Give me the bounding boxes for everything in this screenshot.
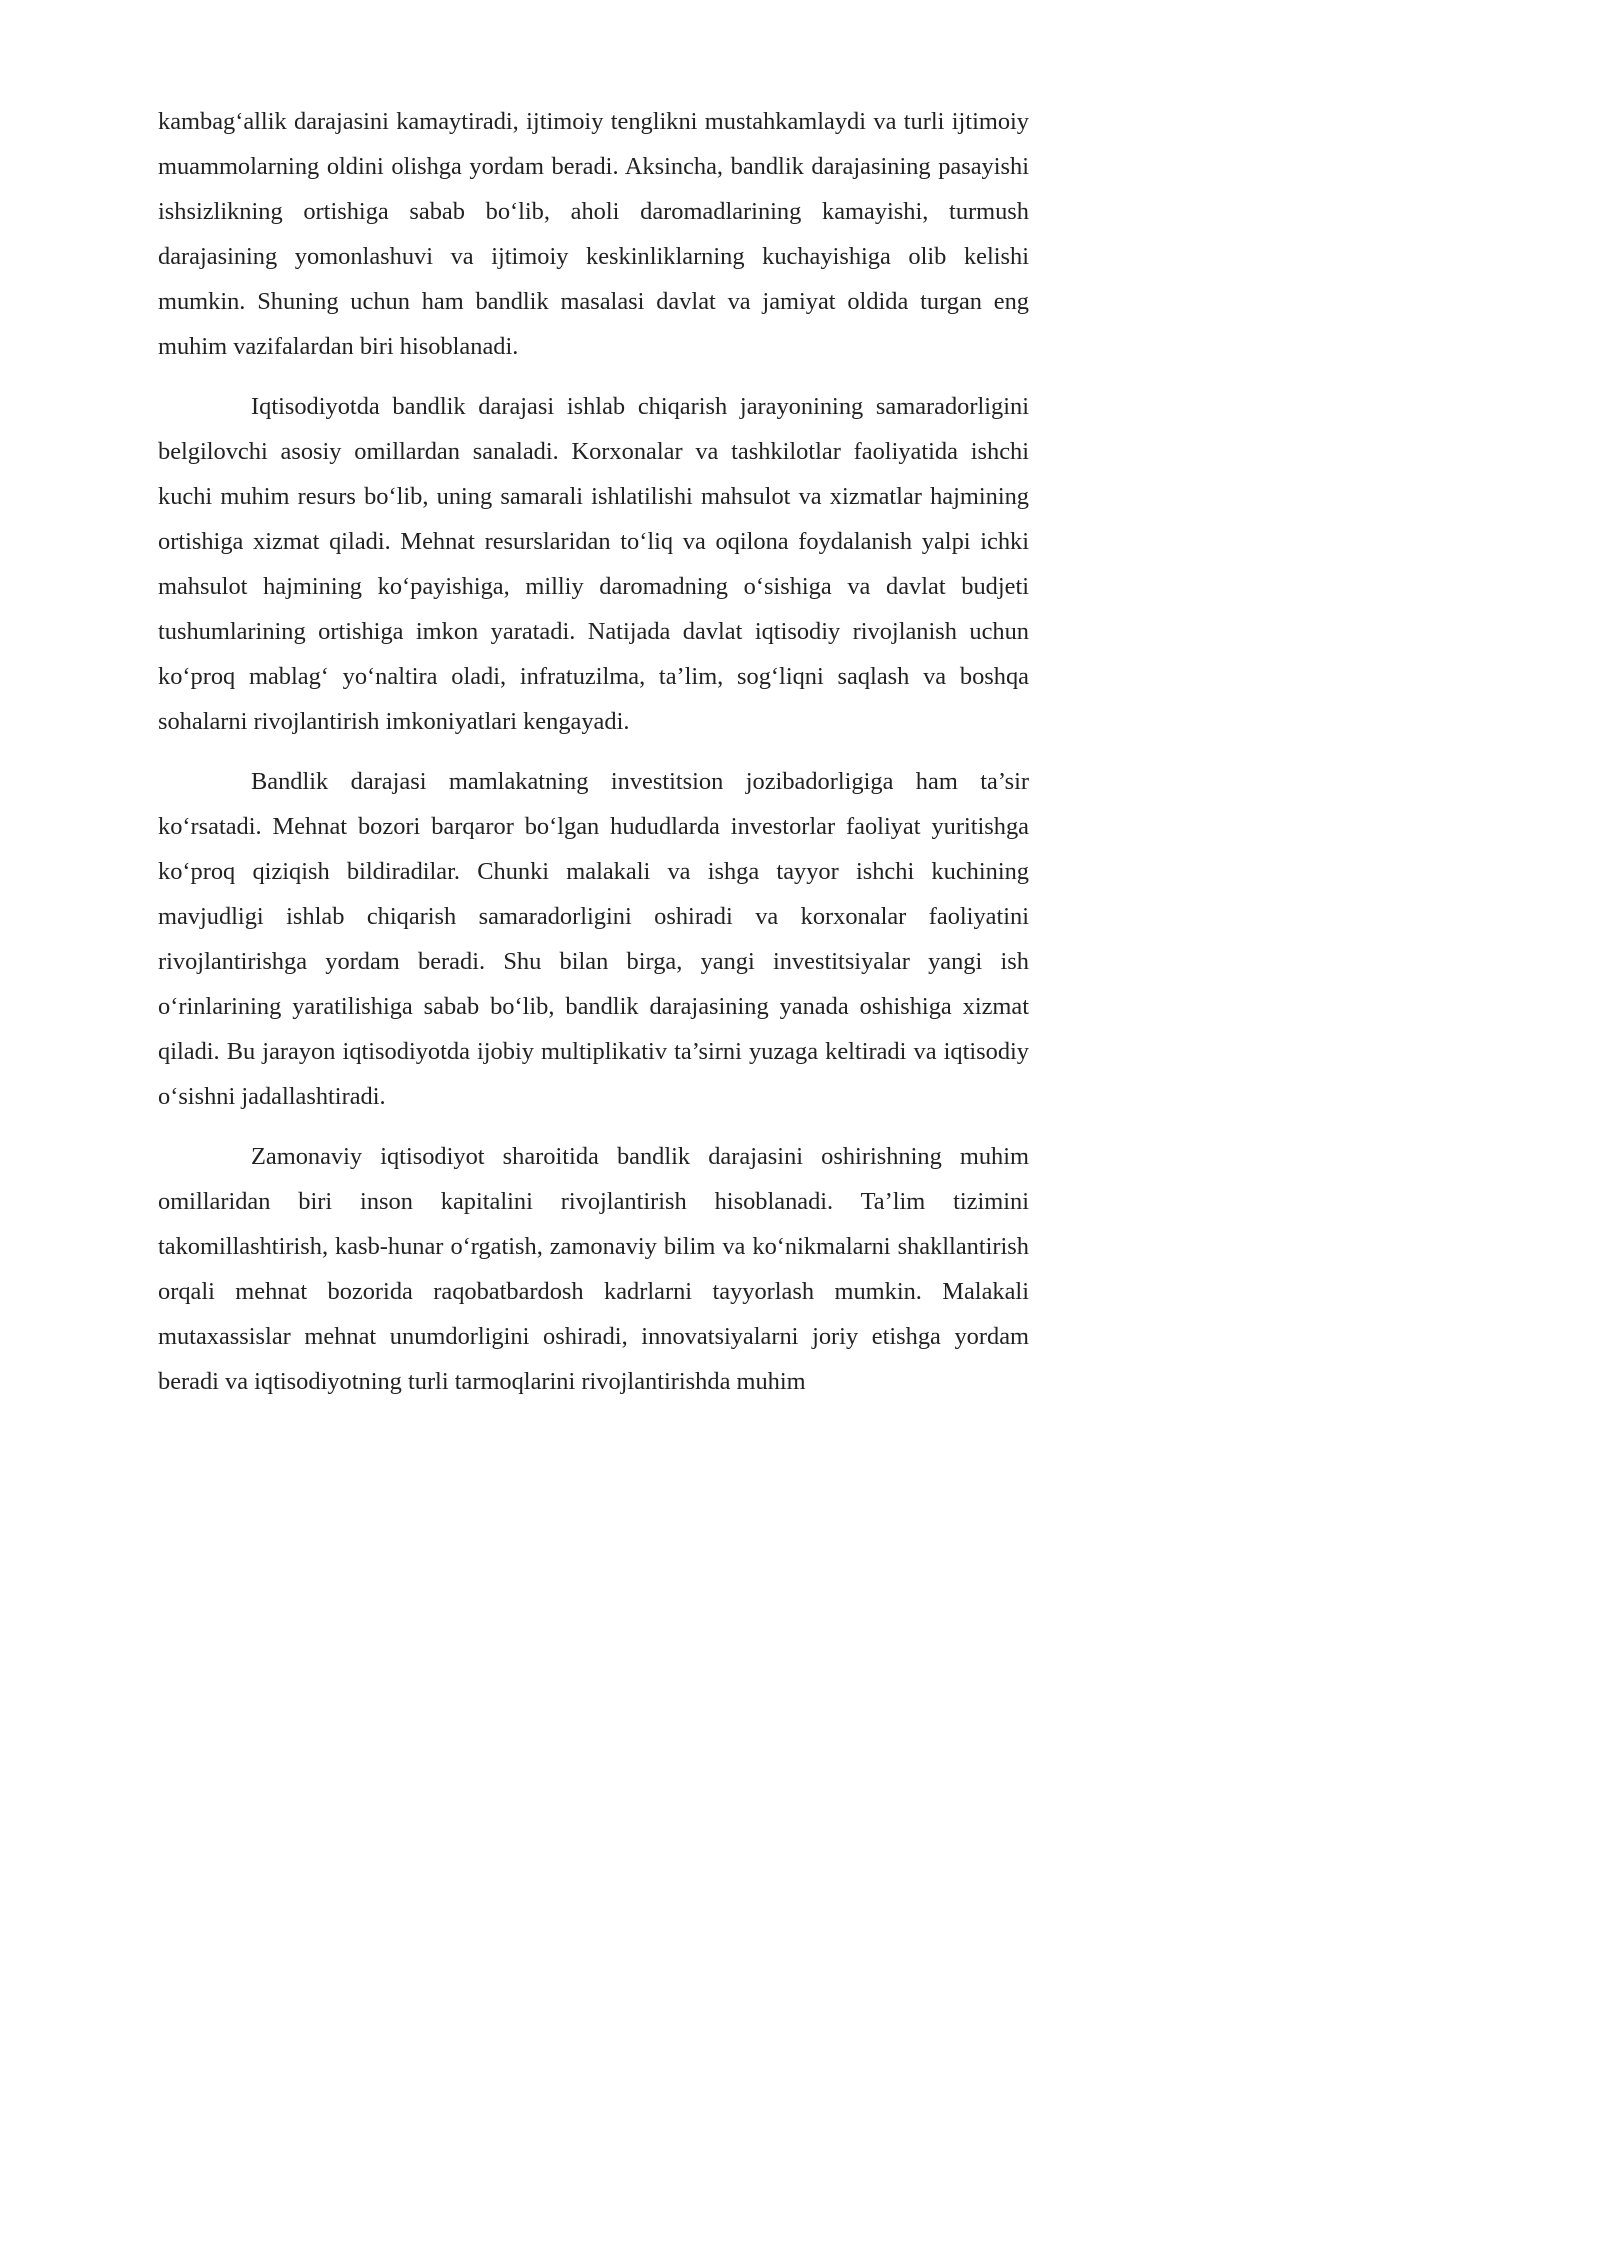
document-page [0,0,1103,1560]
body-text [158,99,1029,1419]
paragraph: Bandlik darajasi mamlakatning investitsion jozibadorligiga ham ta’sir ko‘rsatadi. Mehnat bozori barqaror bo‘lgan hududlarda investorlar faoliyat yuritishga ko‘proq qiziqish bildiradilar. Chunki malakali va ishga tayyor ishchi kuchining mavjudligi ishlab chiqarish samaradorligini oshiradi va korxonalar faoliyatini rivojlantirishga yordam beradi. Shu bilan birga, yangi investitsiyalar yangi ish o‘rinlarining yaratilishiga sabab bo‘lib, bandlik darajasining yanada oshishiga xizmat qiladi. Bu jarayon iqtisodiyotda ijobiy multiplikativ ta’sirni yuzaga keltiradi va iqtisodiy o‘sishni jadallashtiradi. [158,768,1029,1110]
paragraph: Zamonaviy iqtisodiyot sharoitida bandlik darajasini oshirishning muhim omillaridan biri inson kapitalini rivojlantirish hisoblanadi. Ta’lim tizimini takomillashtirish, kasb-hunar o‘rgatish, zamonaviy bilim va ko‘nikmalarni shakllantirish orqali mehnat bozorida raqobatbardosh kadrlarni tayyorlash mumkin. Malakali mutaxassislar mehnat unumdorligini oshiradi, innovatsiyalarni joriy etishga yordam beradi va iqtisodiyotning turli tarmoqlarini rivojlantirishda muhim [158,1143,1029,1395]
paragraph-continuation: kambag‘allik darajasini kamaytiradi, ijtimoiy tenglikni mustahkamlaydi va turli ijtimoiy muammolarning oldini olishga yordam beradi. Aksincha, bandlik darajasining pasayishi ishsizlikning ortishiga sabab bo‘lib, aholi daromadlarining kamayishi, turmush darajasining yomonlashuvi va ijtimoiy keskinliklarning kuchayishiga olib kelishi mumkin. Shuning uchun ham bandlik masalasi davlat va jamiyat oldida turgan eng muhim vazifalardan biri hisoblanadi. [158,108,1029,360]
paragraph: Iqtisodiyotda bandlik darajasi ishlab chiqarish jarayonining samaradorligini belgilovchi asosiy omillardan sanaladi. Korxonalar va tashkilotlar faoliyatida ishchi kuchi muhim resurs bo‘lib, uning samarali ishlatilishi mahsulot va xizmatlar hajmining ortishiga xizmat qiladi. Mehnat resurslaridan to‘liq va oqilona foydalanish yalpi ichki mahsulot hajmining ko‘payishiga, milliy daromadning o‘sishiga va davlat budjeti tushumlarining ortishiga imkon yaratadi. Natijada davlat iqtisodiy rivojlanish uchun ko‘proq mablag‘ yo‘naltira oladi, infratuzilma, ta’lim, sog‘liqni saqlash va boshqa sohalarni rivojlantirish imkoniyatlari kengayadi. [158,393,1029,735]
